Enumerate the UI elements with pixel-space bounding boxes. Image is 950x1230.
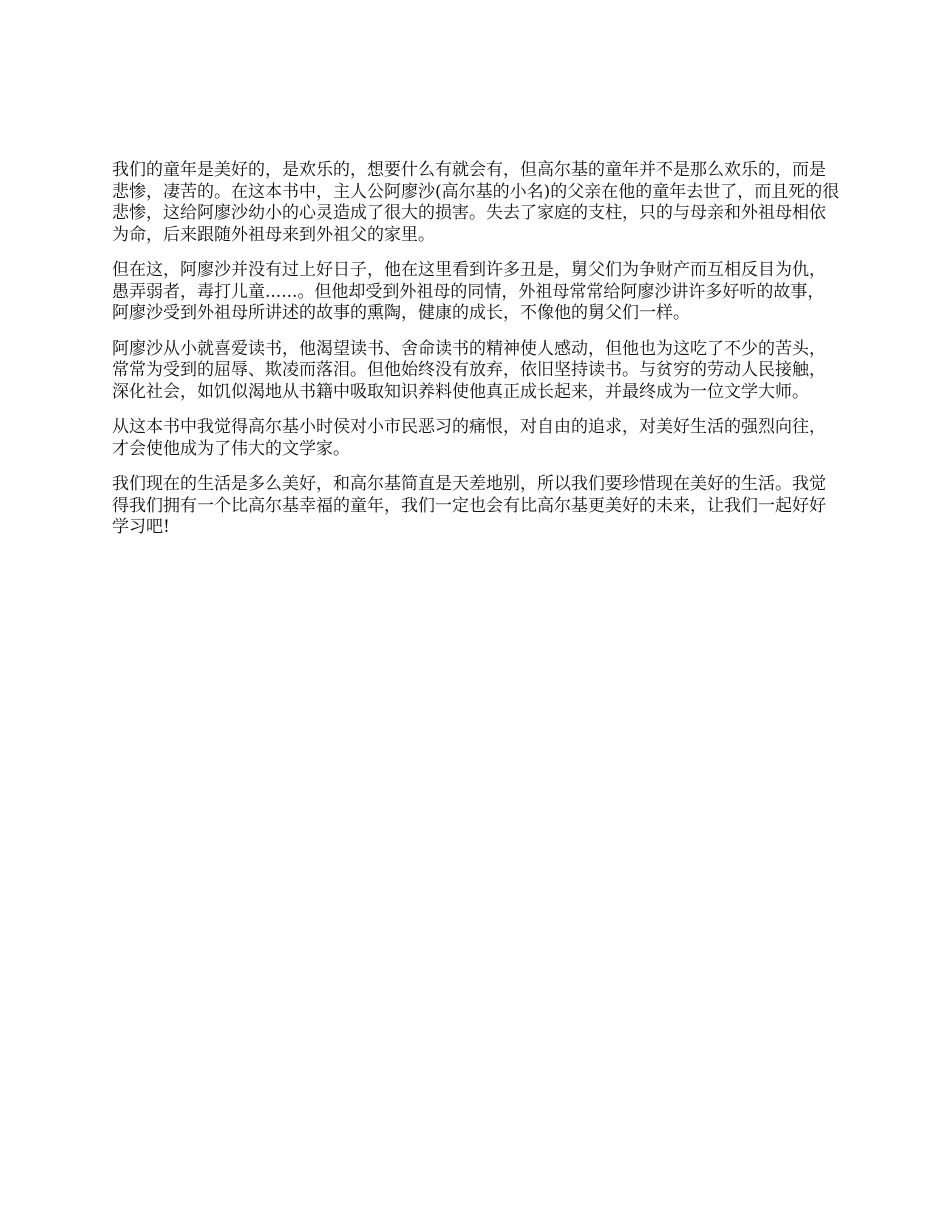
paragraph-4: 从这本书中我觉得高尔基小时侯对小市民恶习的痛恨，对自由的追求，对美好生活的强烈向往，才会使他成为了伟大的文学家。 — [112, 417, 826, 459]
document-body — [112, 160, 840, 553]
paragraph-2: 但在这，阿廖沙并没有过上好日子，他在这里看到许多丑是，舅父们为争财产而互相反目为仇，愚弄弱者，毒打儿童......。但他却受到外祖母的同情，外祖母常常给阿廖沙讲许多好听的故事，阿廖沙受到外祖母所讲述的故事的熏陶，健康的成长，不像他的舅父们一样。 — [112, 260, 826, 323]
paragraph-1: 我们的童年是美好的，是欢乐的，想要什么有就会有，但高尔基的童年并不是那么欢乐的，而是悲惨，凄苦的。在这本书中，主人公阿廖沙(高尔基的小名)的父亲在他的童年去世了，而且死的很悲惨，这给阿廖沙幼小的心灵造成了很大的损害。失去了家庭的支柱，只的与母亲和外祖母相依为命，后来跟随外祖母来到外祖父的家里。 — [112, 160, 840, 245]
paragraph-3: 阿廖沙从小就喜爱读书，他渴望读书、舍命读书的精神使人感动，但他也为这吃了不少的苦头，常常为受到的屈辱、欺凌而落泪。但他始终没有放弃，依旧坚持读书。与贫穷的劳动人民接触，深化社会，如饥似渴地从书籍中吸取知识养料使他真正成长起来，并最终成为一位文学大师。 — [112, 338, 826, 402]
paragraph-5: 我们现在的生活是多么美好，和高尔基简直是天差地别，所以我们要珍惜现在美好的生活。我觉得我们拥有一个比高尔基幸福的童年，我们一定也会有比高尔基更美好的未来，让我们一起好好学习吧! — [112, 474, 826, 537]
